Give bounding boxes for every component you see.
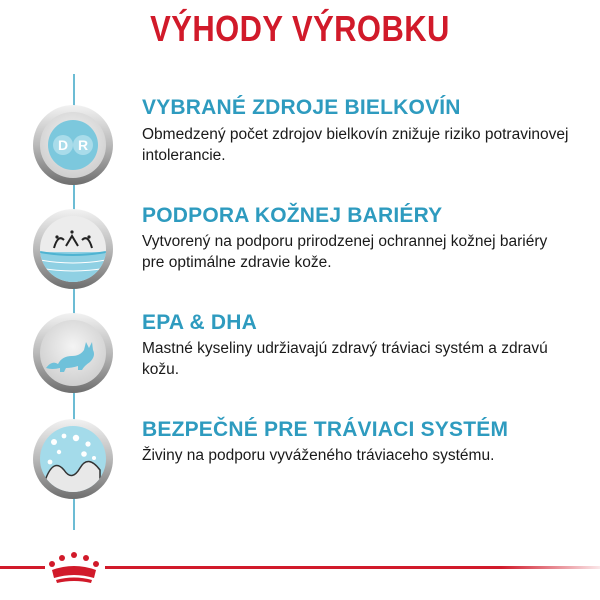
cat-silhouette-icon <box>32 312 114 394</box>
feature-desc-epa-dha: Mastné kyseliny udržiavajú zdravý tráviaci systém a zdravú kožu. <box>142 340 548 378</box>
feature-title-digestive: BEZPEČNÉ PRE TRÁVIACI SYSTÉM <box>142 418 509 441</box>
footer-line-left <box>0 566 45 569</box>
dr-protein-icon <box>32 104 114 186</box>
feature-desc-protein: Obmedzený počet zdrojov bielkovín znižuje riziko potravinovej intolerancie. <box>142 126 569 164</box>
dr-letter-d: D <box>57 137 69 153</box>
feature-title-epa-dha: EPA & DHA <box>142 311 257 334</box>
digestive-icon <box>32 418 114 500</box>
feature-desc-skin: Vytvorený na podporu prirodzenej ochrannej kožnej bariéry pre optimálne zdravie kože. <box>142 233 548 271</box>
footer-line-right <box>105 566 600 569</box>
footer <box>0 548 600 588</box>
royal-canin-crown-logo <box>44 550 104 586</box>
page-title: VÝHODY VÝROBKU <box>150 8 450 49</box>
feature-desc-digestive: Živiny na podporu vyváženého tráviaceho systému. <box>142 447 495 464</box>
feature-title-skin: PODPORA KOŽNEJ BARIÉRY <box>142 204 443 227</box>
dr-letter-r: R <box>77 137 89 153</box>
feature-title-protein: VYBRANÉ ZDROJE BIELKOVÍN <box>142 96 461 119</box>
skin-barrier-icon <box>32 208 114 290</box>
